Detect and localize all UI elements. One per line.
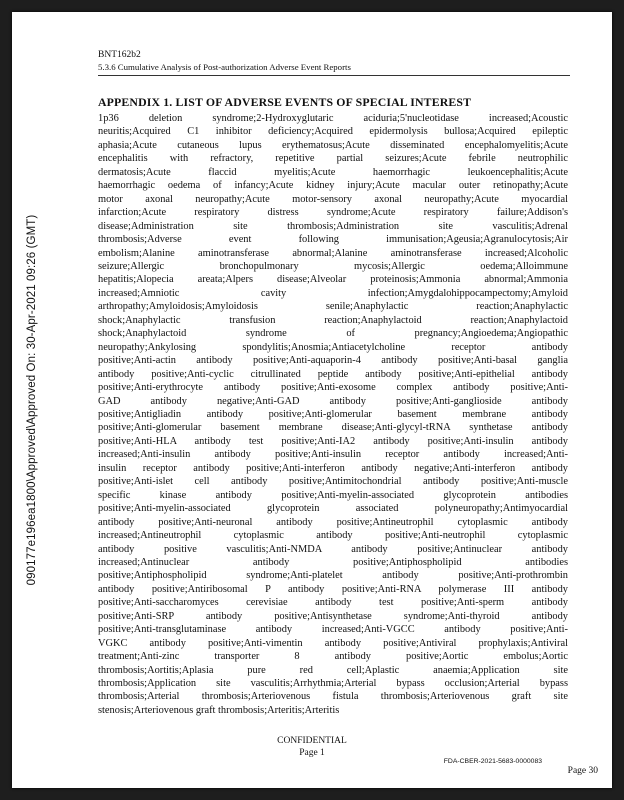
- body-line: specific kinase antibody positive;Anti-myelin-associated glycoprotein antibodies: [98, 489, 568, 501]
- body-line: haemorrhagic oedema of infancy;Acute kidney injury;Acute macular outer retinopathy;Acute: [98, 180, 568, 192]
- document-page: [12, 12, 612, 788]
- body-line: positive;Antiphospholipid syndrome;Anti-platelet antibody positive;Anti-prothrombin: [98, 570, 568, 582]
- body-line: shock;Anaphylactoid syndrome of pregnancy;Angioedema;Angiopathic: [98, 328, 568, 340]
- header-section: 5.3.6 Cumulative Analysis of Post-authorization Adverse Event Reports: [98, 62, 351, 72]
- footer-page-number: Page 30: [567, 766, 598, 776]
- body-line: stenosis;Arteriovenous graft thrombosis;Arteritis;Arteritis: [98, 704, 340, 716]
- body-line: shock;Anaphylactic transfusion reaction;Anaphylactoid reaction;Anaphylactoid: [98, 314, 568, 326]
- header-divider: [98, 75, 570, 76]
- body-line: positive;Anti-actin antibody positive;Anti-aquaporin-4 antibody positive;Anti-basal ganglia: [98, 355, 568, 367]
- body-line: increased;Antineutrophil cytoplasmic antibody positive;Anti-neutrophil cytoplasmic: [98, 530, 568, 542]
- body-line: positive;Anti-HLA antibody test positive;Anti-IA2 antibody positive;Anti-insulin antibody: [98, 435, 568, 447]
- body-line: positive;Anti-erythrocyte antibody positive;Anti-exosome complex antibody positive;Anti-: [98, 382, 568, 394]
- body-line: antibody positive;Anti-neuronal antibody positive;Antineutrophil cytoplasmic antibody: [98, 516, 568, 528]
- body-line: positive;Anti-islet cell antibody positive;Antimitochondrial antibody positive;Anti-muscle: [98, 476, 568, 488]
- footer-doc-id: FDA-CBER-2021-5683-0000083: [443, 758, 542, 765]
- body-line: embolism;Alanine aminotransferase abnormal;Alanine aminotransferase increased;Alcoholic: [98, 247, 568, 259]
- body-line: aphasia;Acute cutaneous lupus erythematosus;Acute disseminated encephalomyelitis;Acute: [98, 139, 568, 151]
- body-line: disease;Administration site thrombosis;Administration site vasculitis;Adrenal: [98, 220, 568, 232]
- body-line: VGKC antibody positive;Anti-vimentin antibody positive;Antiviral prophylaxis;Antiviral: [98, 637, 568, 649]
- body-line: hepatitis;Alopecia areata;Alpers disease;Alveolar proteinosis;Ammonia abnormal;Ammonia: [98, 274, 568, 286]
- body-line: increased;Amniotic cavity infection;Amygdalohippocampectomy;Amyloid: [98, 287, 568, 299]
- body-line: positive;Anti-glomerular basement membrane disease;Anti-glycyl-tRNA synthetase antibody: [98, 422, 568, 434]
- body-line: antibody positive vasculitis;Anti-NMDA antibody positive;Antinuclear antibody: [98, 543, 568, 555]
- body-line: motor axonal neuropathy;Acute motor-sensory axonal neuropathy;Acute myocardial: [98, 193, 568, 205]
- body-line: neuropathy;Ankylosing spondylitis;Anosmia;Antiacetylcholine receptor antibody: [98, 341, 568, 353]
- body-line: positive;Anti-saccharomyces cerevisiae antibody test positive;Anti-sperm antibody: [98, 597, 568, 609]
- footer-confidential: CONFIDENTIAL: [277, 736, 347, 746]
- appendix-title: APPENDIX 1. LIST OF ADVERSE EVENTS OF SPECIAL INTEREST: [98, 95, 472, 109]
- body-line: arthropathy;Amyloidosis;Amyloidosis senile;Anaphylactic reaction;Anaphylactic: [98, 301, 568, 313]
- body-line: positive;Anti-myelin-associated glycoprotein associated polyneuropathy;Antimyocardial: [98, 503, 568, 515]
- header-product: BNT162b2: [98, 50, 141, 60]
- body-line: GAD antibody negative;Anti-GAD antibody positive;Anti-ganglioside antibody: [98, 395, 568, 407]
- approval-stamp-text: 090177e196ea1800\Approved\Approved On: 30-Apr-2021 09:26 (GMT): [26, 214, 38, 586]
- body-line: neuritis;Acquired C1 inhibitor deficiency;Acquired epidermolysis bullosa;Acquired epileptic: [98, 126, 568, 138]
- approval-stamp: [2, 12, 62, 788]
- body-line: encephalitis with refractory, repetitive partial seizures;Acute febrile neutrophilic: [98, 153, 568, 165]
- adverse-events-list: [98, 112, 568, 717]
- body-line: 1p36 deletion syndrome;2-Hydroxyglutaric aciduria;5'nucleotidase increased;Acoustic: [98, 113, 568, 124]
- body-line: dermatosis;Acute flaccid myelitis;Acute haemorrhagic leukoencephalitis;Acute: [98, 166, 568, 178]
- body-line: positive;Anti-SRP antibody positive;Antisynthetase syndrome;Anti-thyroid antibody: [98, 610, 568, 622]
- body-line: thrombosis;Aortitis;Aplasia pure red cell;Aplastic anaemia;Application site: [98, 664, 568, 676]
- body-line: thrombosis;Adverse event following immunisation;Ageusia;Agranulocytosis;Air: [98, 234, 568, 246]
- body-line: insulin receptor antibody positive;Anti-interferon antibody negative;Anti-interferon antibody: [98, 462, 568, 474]
- body-line: seizure;Allergic bronchopulmonary mycosis;Allergic oedema;Alloimmune: [98, 260, 568, 272]
- body-line: thrombosis;Arterial thrombosis;Arteriovenous fistula thrombosis;Arteriovenous graft site: [98, 691, 568, 703]
- body-line: infarction;Acute respiratory distress syndrome;Acute respiratory failure;Addison's: [98, 207, 568, 219]
- body-line: positive;Antigliadin antibody positive;Anti-glomerular basement membrane antibody: [98, 408, 568, 420]
- body-line: antibody positive;Antiribosomal P antibody positive;Anti-RNA polymerase III antibody: [98, 583, 568, 595]
- body-line: positive;Anti-transglutaminase antibody increased;Anti-VGCC antibody positive;Anti-: [98, 624, 568, 636]
- body-line: increased;Anti-insulin antibody positive;Anti-insulin receptor antibody increased;Anti-: [98, 449, 568, 461]
- body-line: antibody positive;Anti-cyclic citrullinated peptide antibody positive;Anti-epithelial antibody: [98, 368, 568, 380]
- body-line: thrombosis;Application site vasculitis;Arrhythmia;Arterial bypass occlusion;Arterial bypass: [98, 678, 568, 690]
- body-line: treatment;Anti-zinc transporter 8 antibody positive;Aortic embolus;Aortic: [98, 651, 568, 663]
- footer-page-label: Page 1: [299, 748, 325, 758]
- body-line: increased;Antinuclear antibody positive;Antiphospholipid antibodies: [98, 556, 568, 568]
